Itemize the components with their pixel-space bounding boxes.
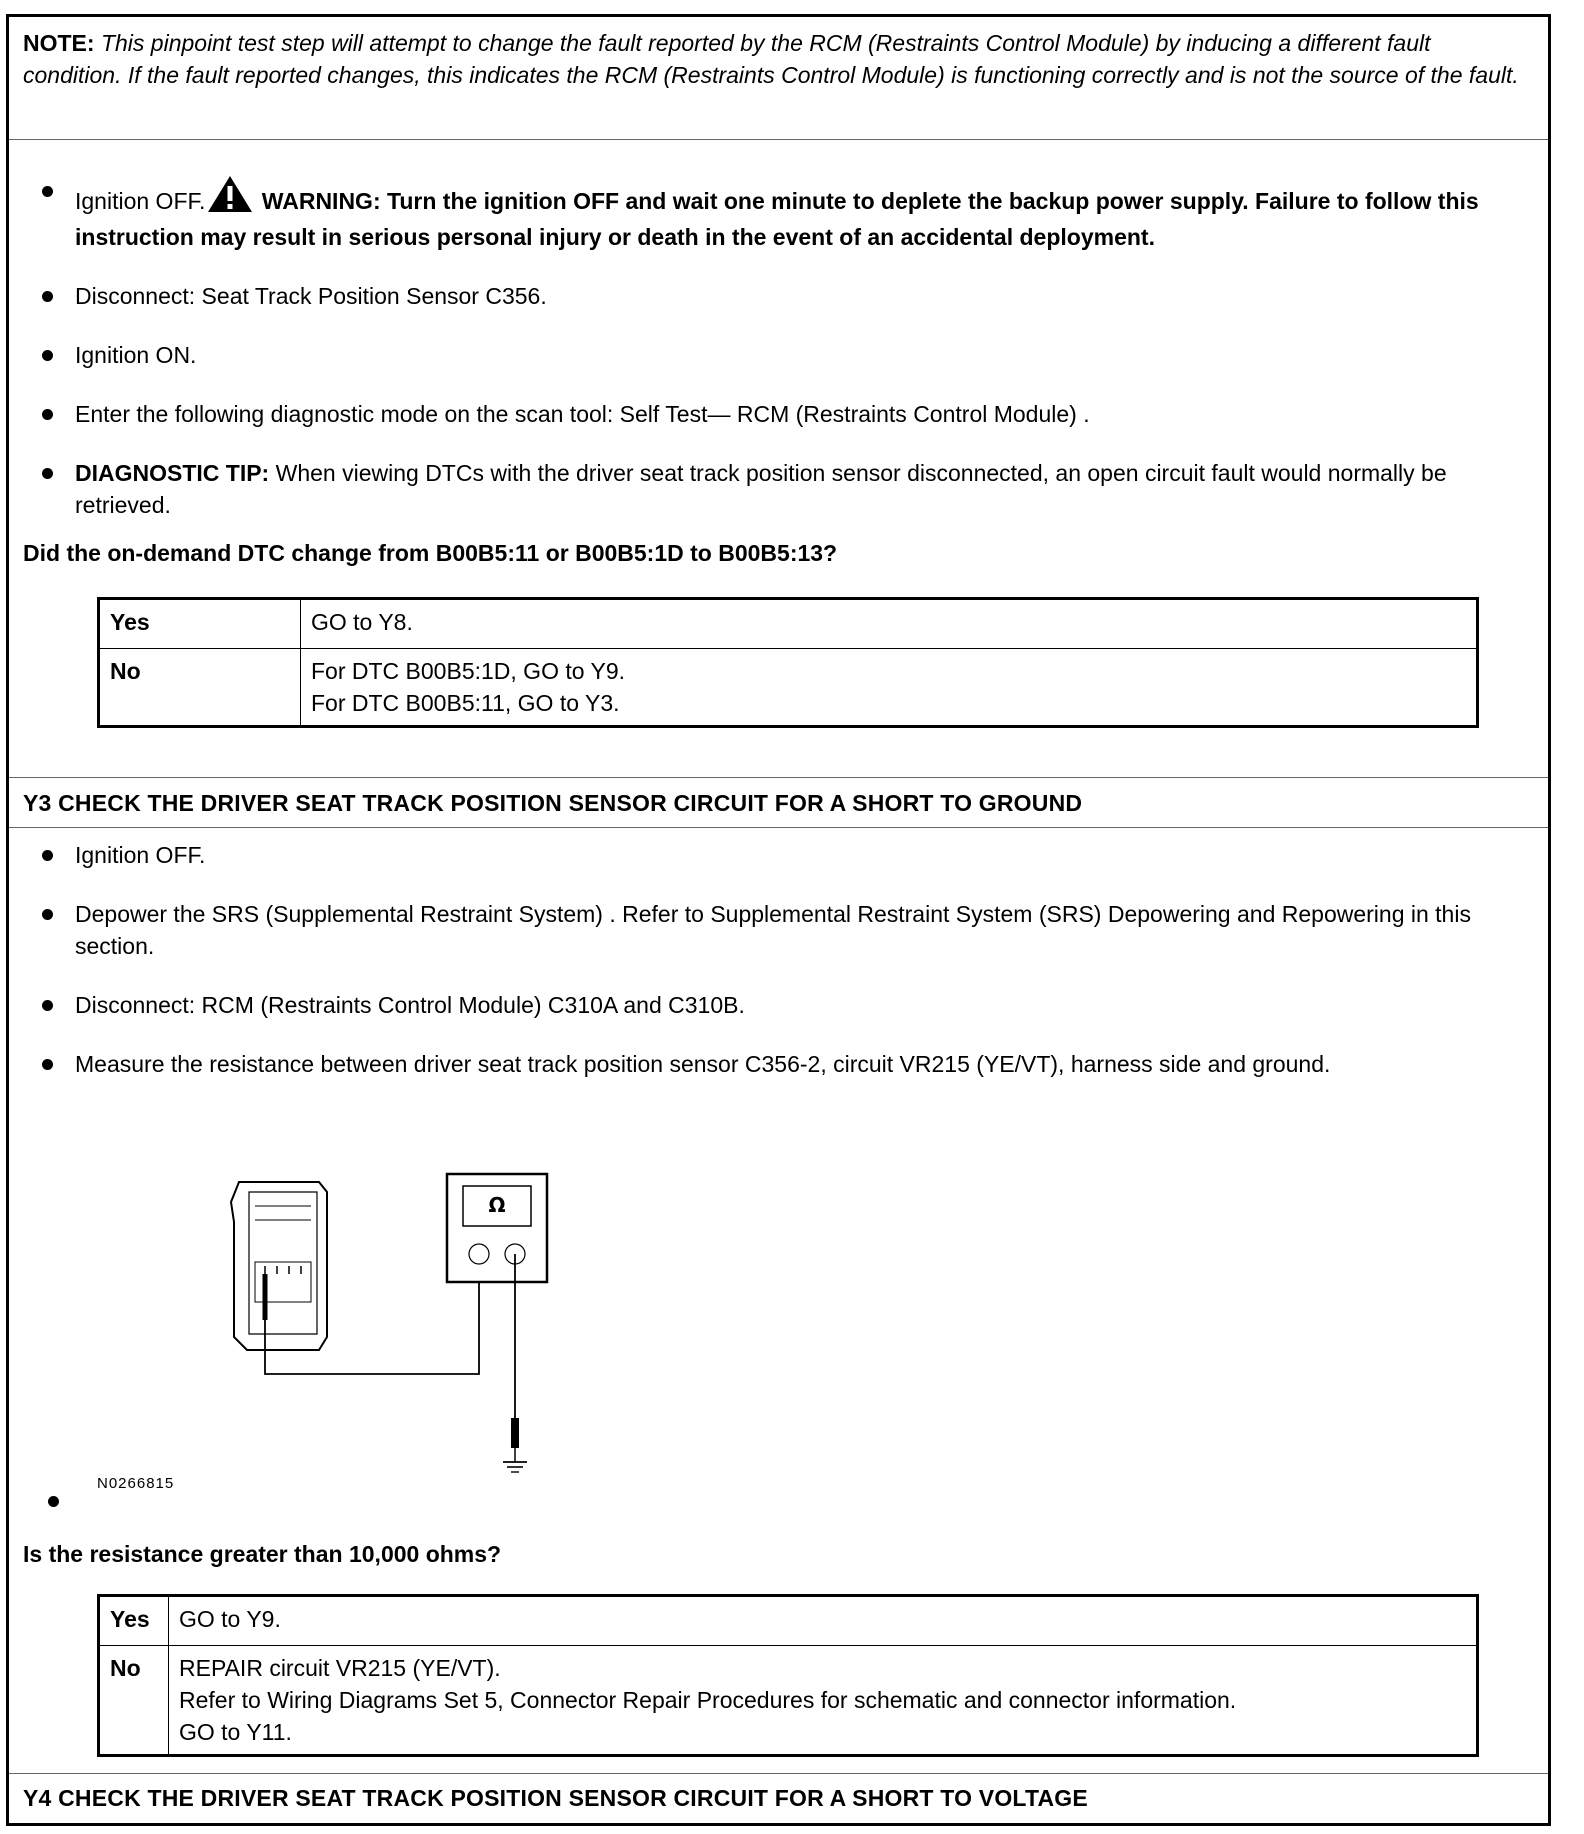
connector-outline [231,1182,327,1350]
step-item [9,175,1534,253]
tip-label: DIAGNOSTIC TIP: [75,460,270,486]
meter-diagram [219,1162,579,1492]
table-line: GO to Y11. [179,1719,292,1745]
bullet-icon [42,1000,53,1011]
warning-text: Turn the ignition OFF and wait one minute to deplete the backup power supply. Failure to follow this instruction may result in serious personal injury or death in the event of an accidental deployment. [75,188,1479,250]
step-item [9,457,1534,521]
note-paragraph [23,27,1533,91]
bullet-icon [42,850,53,861]
step-item [9,839,1534,871]
note-text: This pinpoint test step will attempt to change the fault reported by the RCM (Restraints Control Module) by inducing a different fault condition. If the fault reported changes, this indicates the RCM (Restraints Control Module) is functioning correctly and is not the source of the fault. [23,30,1519,88]
table-key: No [99,1646,169,1756]
bullet-icon [42,186,53,197]
table-row [99,599,1478,649]
table-value [169,1646,1478,1756]
step-item [9,989,1534,1021]
table-value [301,649,1478,727]
section-heading-y4: Y4 CHECK THE DRIVER SEAT TRACK POSITION SENSOR CIRCUIT FOR A SHORT TO VOLTAGE [23,1785,1088,1811]
step-text: Disconnect: Seat Track Position Sensor C356. [75,283,547,309]
table-line: REPAIR circuit VR215 (YE/VT). [179,1655,501,1681]
step-item [9,280,1534,312]
table-row [99,1596,1478,1646]
step-text: Ignition ON. [75,342,197,368]
connector-inner [249,1192,317,1334]
table-value: GO to Y9. [169,1596,1478,1646]
bullet-icon [42,350,53,361]
result-table-a [97,597,1479,728]
result-table-b [97,1594,1479,1757]
step-text: Ignition OFF. [75,188,206,214]
divider [9,827,1548,828]
ohm-symbol: Ω [488,1193,506,1217]
table-key: Yes [99,1596,169,1646]
divider [9,777,1548,778]
table-line: For DTC B00B5:1D, GO to Y9. [311,658,626,684]
step-text: Depower the SRS (Supplemental Restraint System) . Refer to Supplemental Restraint System (SRS) Depowering and Repowering in this section. [75,901,1471,959]
step-text: Ignition OFF. [75,842,206,868]
bullet-icon [42,1059,53,1070]
warning-triangle-icon [207,175,253,221]
warning-label: WARNING: [261,188,381,214]
note-label: NOTE: [23,30,95,56]
step-list-a [9,175,1534,548]
table-row [99,649,1478,727]
bullet-icon [42,409,53,420]
step-text: Enter the following diagnostic mode on the scan tool: Self Test— RCM (Restraints Control Module) . [75,401,1090,427]
section-heading-y3: Y3 CHECK THE DRIVER SEAT TRACK POSITION SENSOR CIRCUIT FOR A SHORT TO GROUND [23,790,1083,816]
multimeter-body [447,1174,547,1282]
table-line: Refer to Wiring Diagrams Set 5, Connector Repair Procedures for schematic and connector information. [179,1687,1237,1713]
divider [9,139,1548,140]
table-key: Yes [99,599,301,649]
document-frame [6,14,1551,1826]
question-b: Is the resistance greater than 10,000 ohms? [23,1541,502,1567]
step-item [9,898,1534,962]
step-text: When viewing DTCs with the driver seat track position sensor disconnected, an open circuit fault would normally be retrieved. [75,460,1447,518]
bullet-icon [42,291,53,302]
figure-id: N0266815 [97,1475,175,1492]
step-item [9,398,1534,430]
question-a: Did the on-demand DTC change from B00B5:11 or B00B5:1D to B00B5:13? [23,540,838,566]
step-text: Measure the resistance between driver seat track position sensor C356-2, circuit VR215 (YE/VT), harness side and ground. [75,1051,1331,1077]
table-row [99,1646,1478,1756]
step-list-b [9,839,1534,1107]
table-key: No [99,649,301,727]
ground-probe [511,1418,519,1448]
bullet-icon [42,909,53,920]
bullet-icon [42,468,53,479]
divider [9,1773,1548,1774]
step-item [9,339,1534,371]
step-text: Disconnect: RCM (Restraints Control Module) C310A and C310B. [75,992,745,1018]
bullet-icon [48,1496,59,1507]
table-line: For DTC B00B5:11, GO to Y3. [311,690,620,716]
step-item [9,1048,1534,1080]
table-value: GO to Y8. [301,599,1478,649]
